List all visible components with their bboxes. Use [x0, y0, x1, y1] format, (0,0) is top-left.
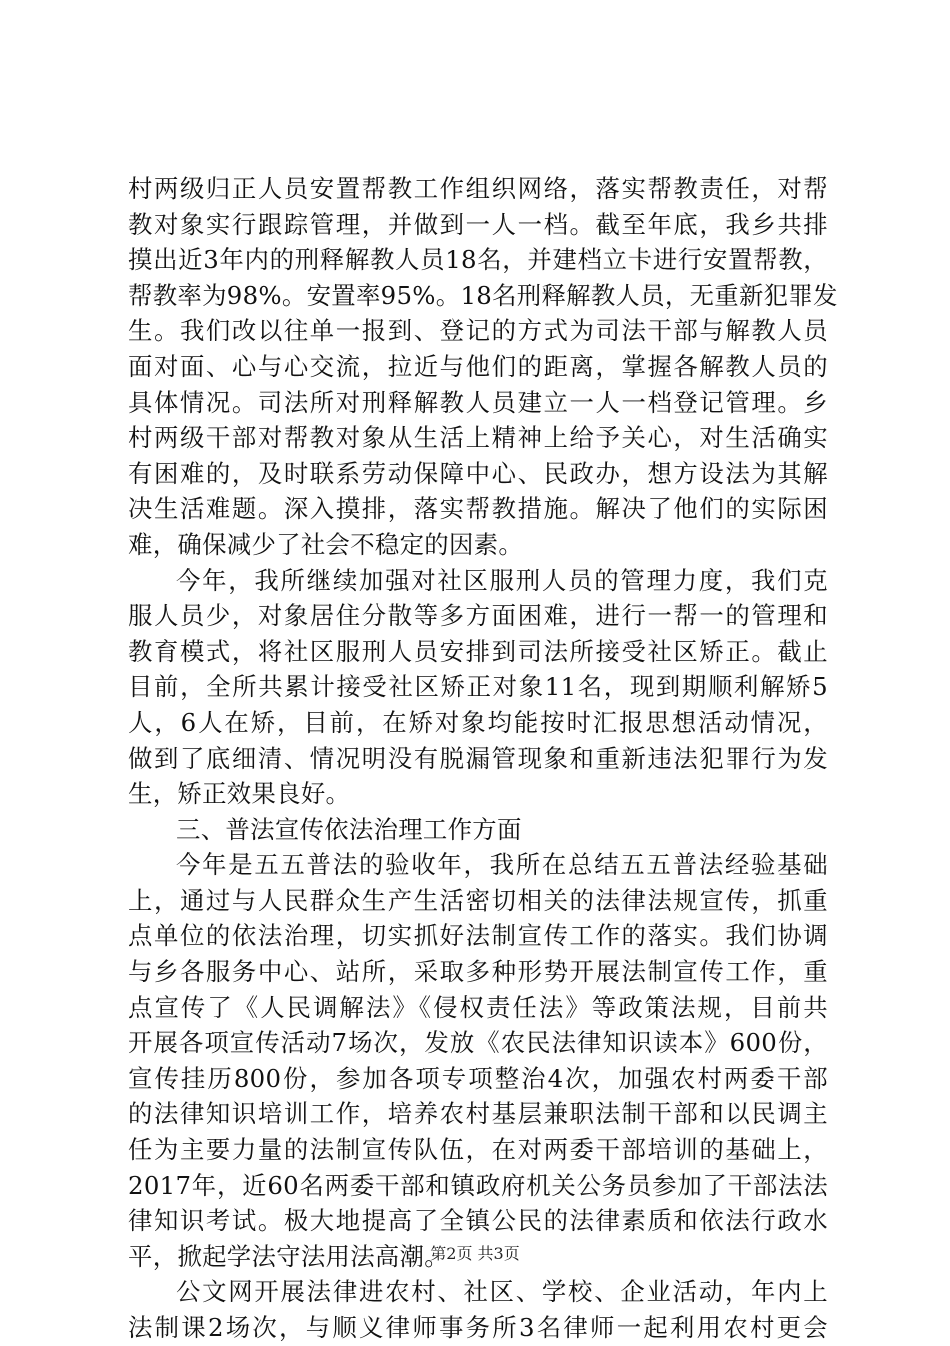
text-line: 帮教率为98%。安置率95%。18名刑释解教人员，无重新犯罪发 — [128, 280, 838, 310]
page-footer: 第2页 共3页 — [430, 1244, 520, 1263]
text-line: 服人员少，对象居住分散等多方面困难，进行一帮一的管理和 — [128, 601, 828, 631]
text-line: 任为主要力量的法制宣传队伍，在对两委干部培训的基础上， — [128, 1135, 828, 1165]
text-line: 点宣传了《人民调解法》《侵权责任法》等政策法规，目前共 — [128, 992, 828, 1022]
text-line: 今年是五五普法的验收年，我所在总结五五普法经验基础 — [176, 850, 828, 880]
text-line: 面对面、心与心交流，拉近与他们的距离，掌握各解教人员的 — [128, 351, 828, 381]
text-line: 教对象实行跟踪管理，并做到一人一档。截至年底，我乡共排 — [128, 209, 828, 239]
text-line: 律知识考试。极大地提高了全镇公民的法律素质和依法行政水 — [128, 1206, 828, 1236]
document-body — [128, 171, 838, 1346]
text-line: 难，确保减少了社会不稳定的因素。 — [128, 529, 524, 559]
text-line: 点单位的依法治理，切实抓好法制宣传工作的落实。我们协调 — [128, 921, 828, 951]
text-line: 教育模式，将社区服刑人员安排到司法所接受社区矫正。截止 — [128, 636, 828, 666]
text-line: 公文网开展法律进农村、社区、学校、企业活动，年内上 — [176, 1277, 828, 1307]
text-line: 生，矫正效果良好。 — [128, 779, 351, 809]
text-line: 与乡各服务中心、站所，采取多种形势开展法制宣传工作，重 — [128, 957, 828, 987]
text-line: 的法律知识培训工作，培养农村基层兼职法制干部和以民调主 — [128, 1099, 828, 1129]
text-line: 村两级干部对帮教对象从生活上精神上给予关心，对生活确实 — [128, 423, 828, 453]
text-line: 具体情况。司法所对刑释解教人员建立一人一档登记管理。乡 — [128, 387, 828, 417]
text-line: 目前，全所共累计接受社区矫正对象11名，现到期顺利解矫5 — [128, 672, 828, 702]
text-line: 摸出近3年内的刑释解教人员18名，并建档立卡进行安置帮教， — [128, 245, 828, 275]
text-line: 人，6人在矫，目前，在矫对象均能按时汇报思想活动情况， — [128, 707, 828, 737]
text-line: 决生活难题。深入摸排，落实帮教措施。解决了他们的实际困 — [128, 494, 828, 524]
text-line: 做到了底细清、情况明没有脱漏管现象和重新违法犯罪行为发 — [128, 743, 828, 773]
text-line: 2017年，近60名两委干部和镇政府机关公务员参加了干部法法 — [128, 1170, 828, 1200]
text-line: 法制课2场次，与顺义律师事务所3名律师一起利用农村更会 — [128, 1313, 828, 1342]
text-line: 上，通过与人民群众生产生活密切相关的法律法规宣传，抓重 — [128, 885, 828, 915]
text-line: 生。我们改以往单一报到、登记的方式为司法干部与解教人员 — [128, 316, 828, 346]
text-line: 开展各项宣传活动7场次，发放《农民法律知识读本》600份， — [128, 1028, 828, 1058]
text-line: 今年，我所继续加强对社区服刑人员的管理力度，我们克 — [176, 565, 828, 595]
text-line: 三、普法宣传依法治理工作方面 — [176, 814, 522, 844]
text-line: 村两级归正人员安置帮教工作组织网络，落实帮教责任，对帮 — [128, 174, 828, 203]
text-line: 宣传挂历800份，参加各项专项整治4次，加强农村两委干部 — [128, 1063, 828, 1093]
text-line: 有困难的，及时联系劳动保障中心、民政办，想方设法为其解 — [128, 458, 828, 488]
text-line: 平，掀起学法守法用法高潮。 — [128, 1241, 449, 1271]
